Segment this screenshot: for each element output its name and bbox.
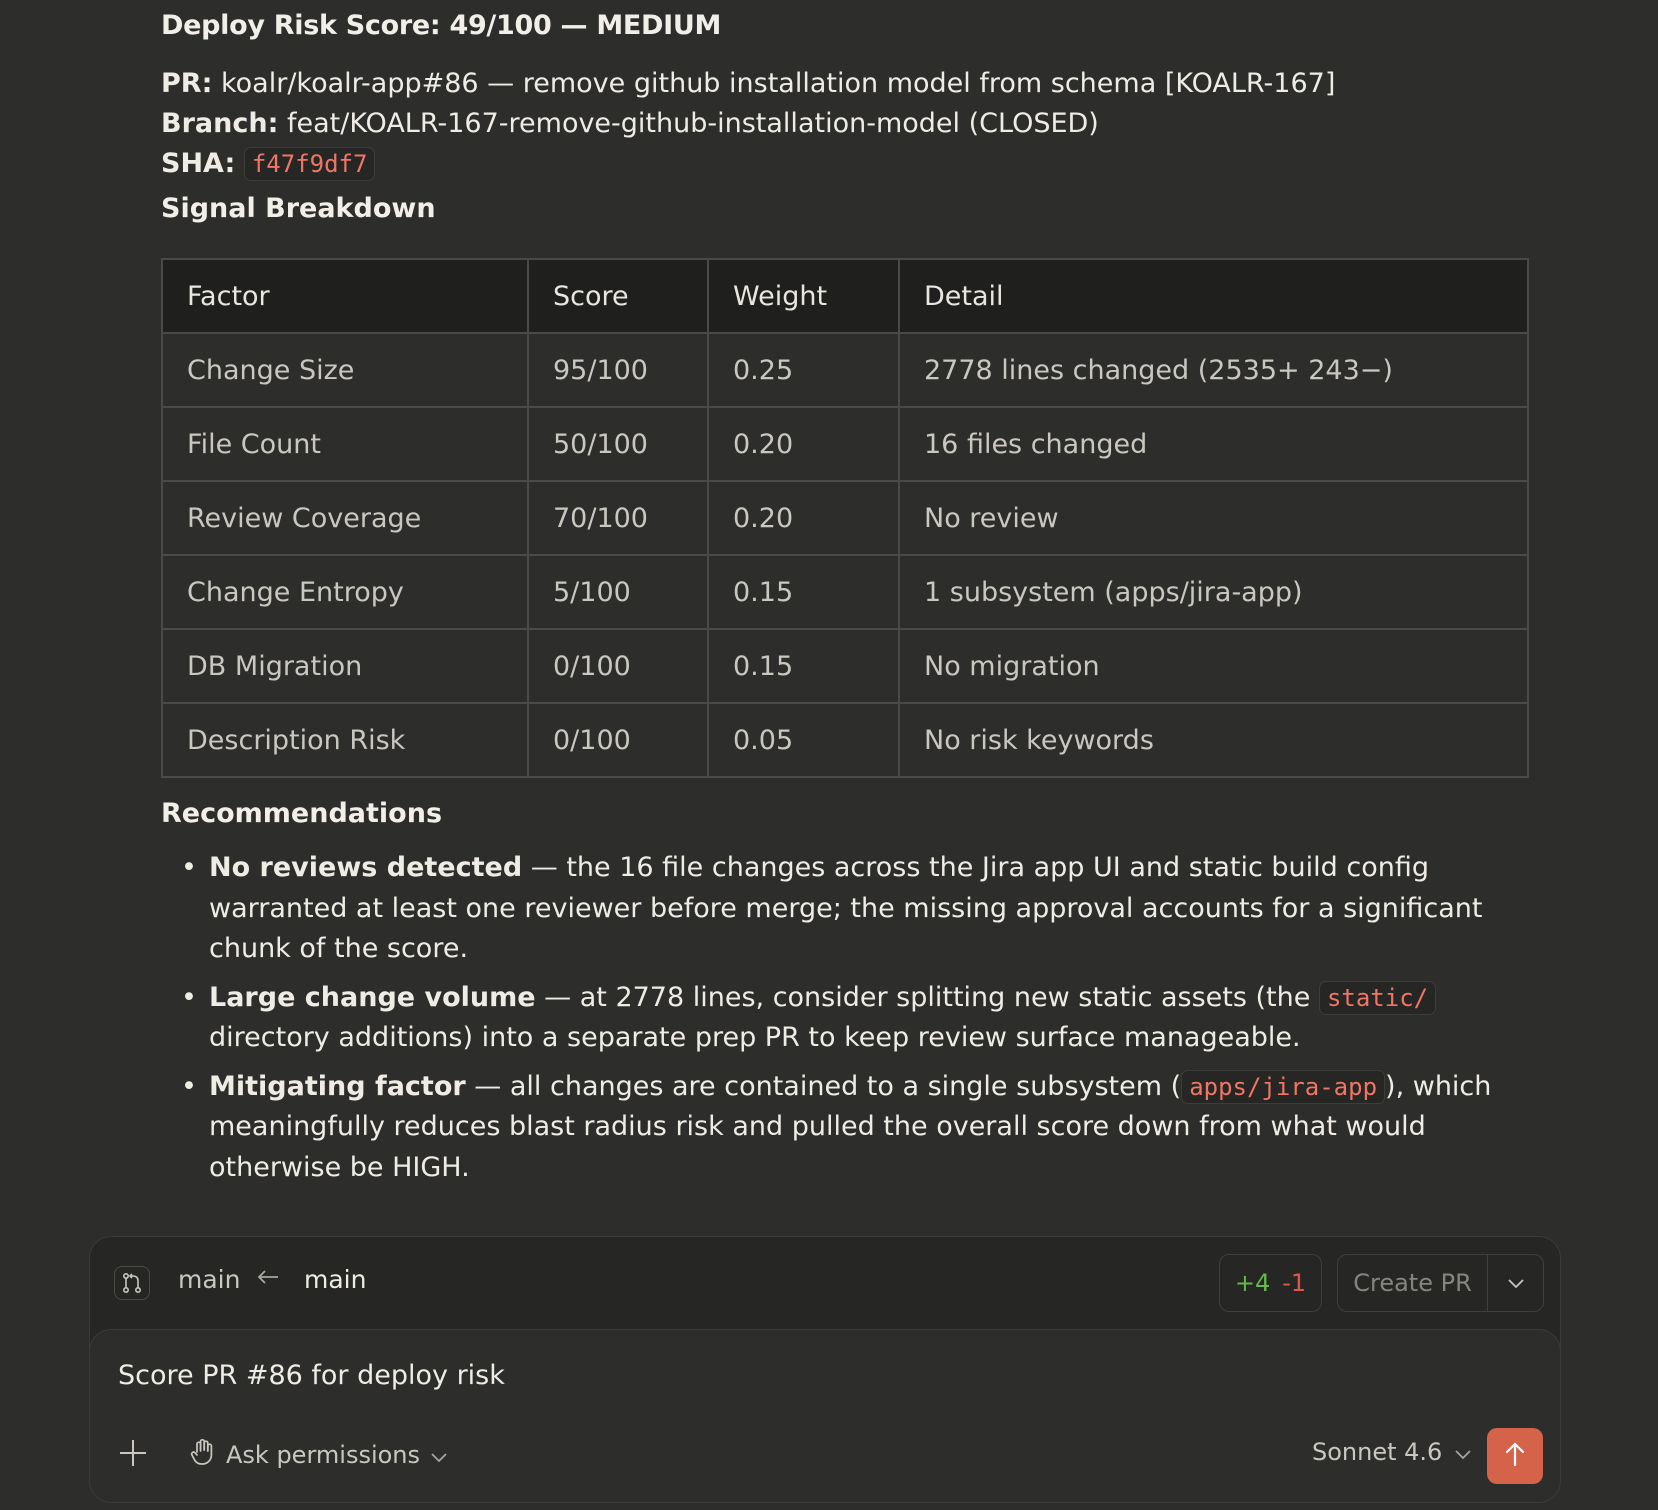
column-header-factor: Factor xyxy=(162,259,528,333)
table-row xyxy=(162,555,1528,629)
send-button[interactable] xyxy=(1487,1428,1543,1484)
prompt-text[interactable]: Score PR #86 for deploy risk xyxy=(118,1360,505,1391)
prompt-input-area[interactable] xyxy=(89,1329,1561,1503)
column-header-score: Score xyxy=(528,259,708,333)
recommendations-heading: Recommendations xyxy=(161,798,443,829)
model-label: Sonnet 4.6 xyxy=(1312,1438,1443,1466)
recommendation-title: Large change volume xyxy=(209,981,536,1013)
diff-removed: -1 xyxy=(1282,1269,1307,1297)
list-item xyxy=(161,978,1529,1059)
weight-cell: 0.05 xyxy=(708,703,899,777)
score-cell: 5/100 xyxy=(528,555,708,629)
detail-cell: No review xyxy=(899,481,1528,555)
composer xyxy=(89,1236,1561,1502)
diff-stats-button[interactable] xyxy=(1219,1254,1322,1312)
factor-cell: Review Coverage xyxy=(162,481,528,555)
base-branch[interactable]: main xyxy=(178,1265,241,1294)
weight-cell: 0.15 xyxy=(708,629,899,703)
branch-line xyxy=(161,104,1335,144)
inline-code: static/ xyxy=(1319,981,1436,1015)
score-cell: 70/100 xyxy=(528,481,708,555)
detail-cell: 2778 lines changed (2535+ 243−) xyxy=(899,333,1528,407)
score-cell: 0/100 xyxy=(528,703,708,777)
factor-cell: File Count xyxy=(162,407,528,481)
recommendation-text: ), which meaningfully reduces blast radius risk and pulled the overall score down from what would otherwise be HIGH. xyxy=(209,1070,1492,1183)
branch-bar xyxy=(90,1237,1560,1331)
recommendation-text: directory additions) into a separate prep PR to keep review surface manageable. xyxy=(209,1022,1301,1053)
table-row xyxy=(162,629,1528,703)
chevron-down-icon xyxy=(430,1441,448,1469)
pr-metadata xyxy=(161,64,1335,184)
sha-line xyxy=(161,144,1335,184)
column-header-detail: Detail xyxy=(899,259,1528,333)
plus-icon[interactable] xyxy=(118,1438,148,1468)
recommendation-text: — the 16 file changes across the Jira app UI and static build config warranted at least one reviewer before merge; the missing approval accounts for a significant chunk of the score. xyxy=(209,852,1483,964)
model-selector[interactable] xyxy=(1312,1438,1472,1466)
permissions-dropdown[interactable] xyxy=(190,1438,448,1472)
factor-cell: Change Entropy xyxy=(162,555,528,629)
weight-cell: 0.20 xyxy=(708,407,899,481)
risk-score-title: Deploy Risk Score: 49/100 — MEDIUM xyxy=(161,10,722,41)
branch-icon[interactable] xyxy=(114,1266,150,1300)
table-row xyxy=(162,481,1528,555)
detail-cell: 1 subsystem (apps/jira-app) xyxy=(899,555,1528,629)
create-pr-split-button xyxy=(1337,1254,1544,1312)
diff-added: +4 xyxy=(1234,1269,1271,1297)
sha-code: f47f9df7 xyxy=(244,147,376,181)
pr-label: PR: xyxy=(161,68,213,99)
factor-cell: Description Risk xyxy=(162,703,528,777)
arrow-up-icon xyxy=(1503,1440,1527,1472)
list-item xyxy=(161,848,1529,970)
detail-cell: 16 files changed xyxy=(899,407,1528,481)
signal-table xyxy=(161,258,1529,778)
detail-cell: No migration xyxy=(899,629,1528,703)
factor-cell: Change Size xyxy=(162,333,528,407)
pr-line xyxy=(161,64,1335,104)
score-cell: 50/100 xyxy=(528,407,708,481)
chevron-down-icon[interactable] xyxy=(1488,1255,1543,1311)
score-cell: 0/100 xyxy=(528,629,708,703)
weight-cell: 0.25 xyxy=(708,333,899,407)
weight-cell: 0.20 xyxy=(708,481,899,555)
score-cell: 95/100 xyxy=(528,333,708,407)
sha-label: SHA: xyxy=(161,148,236,179)
pr-value: koalr/koalr-app#86 — remove github installation model from schema [KOALR-167] xyxy=(220,68,1336,99)
branch-value: feat/KOALR-167-remove-github-installation-model (CLOSED) xyxy=(286,108,1099,139)
recommendation-text: — at 2778 lines, consider splitting new static assets (the xyxy=(535,981,1319,1013)
inline-code: apps/jira-app xyxy=(1181,1070,1385,1104)
weight-cell: 0.15 xyxy=(708,555,899,629)
factor-cell: DB Migration xyxy=(162,629,528,703)
table-row xyxy=(162,407,1528,481)
recommendation-title: No reviews detected xyxy=(209,852,523,883)
chevron-down-icon xyxy=(1454,1438,1472,1466)
create-pr-button[interactable]: Create PR xyxy=(1338,1255,1488,1311)
head-branch[interactable]: main xyxy=(304,1265,367,1294)
signal-breakdown-heading: Signal Breakdown xyxy=(161,193,436,224)
table-header-row xyxy=(162,259,1528,333)
recommendations-list xyxy=(161,848,1529,1196)
list-item xyxy=(161,1067,1529,1189)
hand-icon xyxy=(190,1438,216,1472)
recommendation-text: — all changes are contained to a single subsystem ( xyxy=(465,1070,1182,1102)
detail-cell: No risk keywords xyxy=(899,703,1528,777)
recommendation-title: Mitigating factor xyxy=(209,1070,466,1102)
branch-label: Branch: xyxy=(161,108,279,139)
arrow-left-icon xyxy=(255,1265,281,1295)
table-row xyxy=(162,333,1528,407)
permissions-label: Ask permissions xyxy=(226,1441,421,1469)
column-header-weight: Weight xyxy=(708,259,899,333)
table-row xyxy=(162,703,1528,777)
